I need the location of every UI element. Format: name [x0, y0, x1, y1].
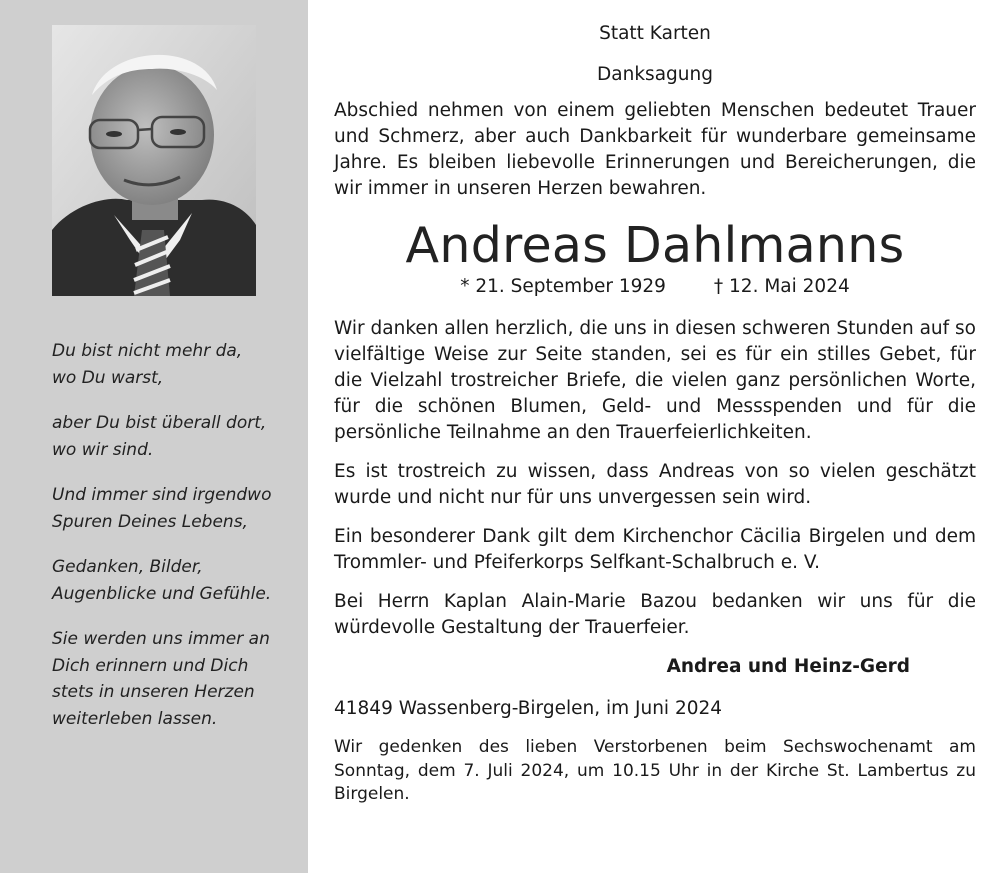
thanks-paragraph: Es ist trostreich zu wissen, dass Andreas von so vielen geschätzt wurde und nicht nur für uns unvergessen sein wird. [334, 461, 976, 508]
deceased-name: Andreas Dahlmanns [405, 217, 905, 274]
poem-stanza: Und immer sind irgendwo Spuren Deines Lebens, [52, 485, 272, 532]
place-date: 41849 Wassenberg-Birgelen, im Juni 2024 [334, 698, 723, 719]
poem-stanza: Du bist nicht mehr da, wo Du warst, [52, 341, 243, 388]
memorial-note: Wir gedenken des lieben Verstorbenen beim Sechswochenamt am Sonntag, dem 7. Juli 2024, um 10.15 Uhr in der Kirche St. Lambertus zu Birgelen. [334, 737, 976, 804]
death-date: † 12. Mai 2024 [713, 276, 850, 297]
thanks-paragraph: Bei Herrn Kaplan Alain-Marie Bazou bedanken wir uns für die würdevolle Gestaltung der Trauerfeier. [334, 591, 976, 638]
heading-statt-karten: Statt Karten [599, 23, 711, 44]
life-dates [334, 274, 976, 300]
poem-stanza: Sie werden uns immer an Dich erinnern und Dich stets in unseren Herzen weiterleben lassen. [52, 629, 270, 729]
poem [52, 338, 302, 751]
sidebar [0, 0, 308, 873]
birth-date: * 21. September 1929 [460, 276, 666, 297]
notice-body [334, 21, 976, 807]
thanks-paragraph: Ein besonderer Dank gilt dem Kirchenchor Cäcilia Birgelen und dem Trommler- und Pfeiferkorps Selfkant-Schalbruch e. V. [334, 526, 976, 573]
intro-paragraph: Abschied nehmen von einem geliebten Menschen bedeutet Trauer und Schmerz, aber auch Dankbarkeit für wunderbare gemeinsame Jahre. Es bleiben liebevolle Erinnerungen und Bereicherungen, die wir immer in unseren Herzen bewahren. [334, 100, 976, 199]
poem-stanza: aber Du bist überall dort, wo wir sind. [52, 413, 267, 460]
heading-danksagung: Danksagung [597, 64, 713, 85]
portrait-image [52, 25, 256, 296]
portrait-photo [52, 25, 256, 296]
signature: Andrea und Heinz-Gerd [666, 656, 910, 677]
thanks-paragraph: Wir danken allen herzlich, die uns in diesen schweren Stunden auf so vielfältige Weise zur Seite standen, sei es für ein stilles Gebet, für die Vielzahl trostreicher Briefe, die vielen ganz persönlichen Worte, für die schönen Blumen, Geld- und Messspenden und für die persönliche Teilnahme an den Trauerfeierlichkeiten. [334, 318, 976, 443]
poem-stanza: Gedanken, Bilder, Augenblicke und Gefühle. [52, 557, 272, 604]
